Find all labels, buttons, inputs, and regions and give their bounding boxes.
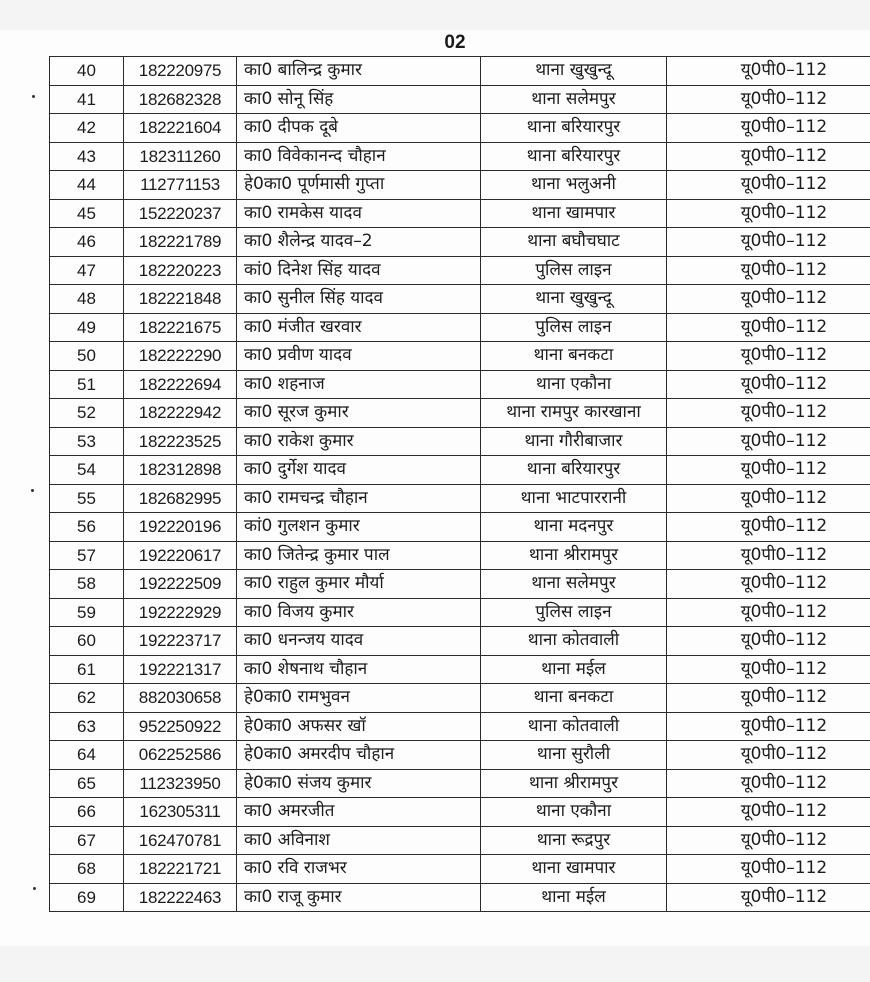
- current-posting-cell: थाना श्रीरामपुर: [481, 541, 667, 570]
- serial-number-cell: 69: [50, 883, 124, 912]
- name-cell: हे0का0 अफसर खॉ: [237, 712, 481, 741]
- current-posting-cell: थाना कोतवाली: [481, 712, 667, 741]
- table-row: [50, 456, 870, 485]
- table-row: [50, 598, 870, 627]
- pno-number-cell: 182221604: [124, 114, 237, 143]
- new-posting-cell: यू0पी0–112: [667, 513, 870, 542]
- table-row: [50, 769, 870, 798]
- new-posting-cell: यू0पी0–112: [667, 171, 870, 200]
- name-cell: का0 रामकेस यादव: [237, 199, 481, 228]
- current-posting-cell: पुलिस लाइन: [481, 313, 667, 342]
- serial-number-cell: 53: [50, 427, 124, 456]
- name-cell: का0 प्रवीण यादव: [237, 342, 481, 371]
- current-posting-cell: थाना खामपार: [481, 855, 667, 884]
- table-row: [50, 741, 870, 770]
- table-row: [50, 114, 870, 143]
- new-posting-cell: यू0पी0–112: [667, 655, 870, 684]
- serial-number-cell: 63: [50, 712, 124, 741]
- pno-number-cell: 182221848: [124, 285, 237, 314]
- current-posting-cell: थाना बघौचघाट: [481, 228, 667, 257]
- table-row: [50, 285, 870, 314]
- current-posting-cell: थाना मईल: [481, 655, 667, 684]
- new-posting-cell: यू0पी0–112: [667, 285, 870, 314]
- pno-number-cell: 182222694: [124, 370, 237, 399]
- current-posting-cell: थाना कोतवाली: [481, 627, 667, 656]
- current-posting-cell: थाना सुरौली: [481, 741, 667, 770]
- new-posting-cell: यू0पी0–112: [667, 598, 870, 627]
- table-row: [50, 627, 870, 656]
- current-posting-cell: थाना बरियारपुर: [481, 114, 667, 143]
- personnel-table: [49, 56, 870, 912]
- name-cell: का0 शहनाज: [237, 370, 481, 399]
- table-row: [50, 313, 870, 342]
- serial-number-cell: 65: [50, 769, 124, 798]
- pno-number-cell: 182222290: [124, 342, 237, 371]
- pno-number-cell: 182311260: [124, 142, 237, 171]
- new-posting-cell: यू0पी0–112: [667, 684, 870, 713]
- name-cell: हे0का0 संजय कुमार: [237, 769, 481, 798]
- serial-number-cell: 56: [50, 513, 124, 542]
- name-cell: हे0का0 पूर्णमासी गुप्ता: [237, 171, 481, 200]
- serial-number-cell: 58: [50, 570, 124, 599]
- serial-number-cell: 42: [50, 114, 124, 143]
- new-posting-cell: यू0पी0–112: [667, 712, 870, 741]
- current-posting-cell: थाना भलुअनी: [481, 171, 667, 200]
- new-posting-cell: यू0पी0–112: [667, 855, 870, 884]
- new-posting-cell: यू0पी0–112: [667, 741, 870, 770]
- serial-number-cell: 55: [50, 484, 124, 513]
- pno-number-cell: 182220223: [124, 256, 237, 285]
- serial-number-cell: 61: [50, 655, 124, 684]
- name-cell: का0 सुनील सिंह यादव: [237, 285, 481, 314]
- current-posting-cell: पुलिस लाइन: [481, 598, 667, 627]
- current-posting-cell: थाना रामपुर कारखाना: [481, 399, 667, 428]
- table-row: [50, 826, 870, 855]
- table-row: [50, 798, 870, 827]
- pno-number-cell: 192221317: [124, 655, 237, 684]
- serial-number-cell: 67: [50, 826, 124, 855]
- serial-number-cell: 40: [50, 57, 124, 86]
- pno-number-cell: 192220617: [124, 541, 237, 570]
- table-row: [50, 142, 870, 171]
- margin-mark: [33, 887, 36, 890]
- margin-mark: [32, 95, 35, 98]
- pno-number-cell: 162470781: [124, 826, 237, 855]
- serial-number-cell: 57: [50, 541, 124, 570]
- name-cell: का0 रवि राजभर: [237, 855, 481, 884]
- new-posting-cell: यू0पी0–112: [667, 342, 870, 371]
- name-cell: हे0का0 रामभुवन: [237, 684, 481, 713]
- table-row: [50, 541, 870, 570]
- new-posting-cell: यू0पी0–112: [667, 199, 870, 228]
- current-posting-cell: थाना सलेमपुर: [481, 570, 667, 599]
- serial-number-cell: 50: [50, 342, 124, 371]
- document-page: [0, 30, 870, 946]
- new-posting-cell: यू0पी0–112: [667, 114, 870, 143]
- name-cell: का0 दीपक दूबे: [237, 114, 481, 143]
- pno-number-cell: 192222509: [124, 570, 237, 599]
- new-posting-cell: यू0पी0–112: [667, 427, 870, 456]
- current-posting-cell: थाना बनकटा: [481, 684, 667, 713]
- pno-number-cell: 882030658: [124, 684, 237, 713]
- pno-number-cell: 182312898: [124, 456, 237, 485]
- table-row: [50, 228, 870, 257]
- pno-number-cell: 182221721: [124, 855, 237, 884]
- pno-number-cell: 182222463: [124, 883, 237, 912]
- new-posting-cell: यू0पी0–112: [667, 456, 870, 485]
- name-cell: का0 अविनाश: [237, 826, 481, 855]
- pno-number-cell: 192223717: [124, 627, 237, 656]
- new-posting-cell: यू0पी0–112: [667, 541, 870, 570]
- table-row: [50, 199, 870, 228]
- current-posting-cell: थाना सलेमपुर: [481, 85, 667, 114]
- current-posting-cell: थाना बरियारपुर: [481, 456, 667, 485]
- margin-mark: [31, 489, 34, 492]
- table-row: [50, 256, 870, 285]
- name-cell: का0 विजय कुमार: [237, 598, 481, 627]
- serial-number-cell: 68: [50, 855, 124, 884]
- new-posting-cell: यू0पी0–112: [667, 370, 870, 399]
- name-cell: हे0का0 अमरदीप चौहान: [237, 741, 481, 770]
- name-cell: का0 जितेन्द्र कुमार पाल: [237, 541, 481, 570]
- pno-number-cell: 182682995: [124, 484, 237, 513]
- name-cell: का0 मंजीत खरवार: [237, 313, 481, 342]
- new-posting-cell: यू0पी0–112: [667, 85, 870, 114]
- table-row: [50, 655, 870, 684]
- current-posting-cell: थाना एकौना: [481, 370, 667, 399]
- serial-number-cell: 51: [50, 370, 124, 399]
- name-cell: का0 बालिन्द्र कुमार: [237, 57, 481, 86]
- pno-number-cell: 112771153: [124, 171, 237, 200]
- pno-number-cell: 952250922: [124, 712, 237, 741]
- serial-number-cell: 62: [50, 684, 124, 713]
- name-cell: का0 राकेश कुमार: [237, 427, 481, 456]
- new-posting-cell: यू0पी0–112: [667, 883, 870, 912]
- name-cell: कां0 गुलशन कुमार: [237, 513, 481, 542]
- current-posting-cell: थाना मईल: [481, 883, 667, 912]
- personnel-table-body: [50, 57, 870, 912]
- name-cell: का0 शेषनाथ चौहान: [237, 655, 481, 684]
- pno-number-cell: 182223525: [124, 427, 237, 456]
- name-cell: का0 सूरज कुमार: [237, 399, 481, 428]
- name-cell: का0 धनन्जय यादव: [237, 627, 481, 656]
- table-row: [50, 855, 870, 884]
- name-cell: का0 अमरजीत: [237, 798, 481, 827]
- serial-number-cell: 49: [50, 313, 124, 342]
- new-posting-cell: यू0पी0–112: [667, 627, 870, 656]
- pno-number-cell: 112323950: [124, 769, 237, 798]
- current-posting-cell: थाना खुखुन्दू: [481, 57, 667, 86]
- pno-number-cell: 062252586: [124, 741, 237, 770]
- current-posting-cell: थाना एकौना: [481, 798, 667, 827]
- pno-number-cell: 182221675: [124, 313, 237, 342]
- current-posting-cell: थाना खामपार: [481, 199, 667, 228]
- table-row: [50, 513, 870, 542]
- table-row: [50, 342, 870, 371]
- current-posting-cell: थाना श्रीरामपुर: [481, 769, 667, 798]
- pno-number-cell: 152220237: [124, 199, 237, 228]
- current-posting-cell: थाना बनकटा: [481, 342, 667, 371]
- serial-number-cell: 59: [50, 598, 124, 627]
- pno-number-cell: 182222942: [124, 399, 237, 428]
- new-posting-cell: यू0पी0–112: [667, 57, 870, 86]
- name-cell: का0 रामचन्द्र चौहान: [237, 484, 481, 513]
- current-posting-cell: थाना गौरीबाजार: [481, 427, 667, 456]
- current-posting-cell: थाना बरियारपुर: [481, 142, 667, 171]
- serial-number-cell: 64: [50, 741, 124, 770]
- new-posting-cell: यू0पी0–112: [667, 798, 870, 827]
- serial-number-cell: 46: [50, 228, 124, 257]
- current-posting-cell: थाना भाटपाररानी: [481, 484, 667, 513]
- pno-number-cell: 182682328: [124, 85, 237, 114]
- table-row: [50, 684, 870, 713]
- table-row: [50, 484, 870, 513]
- current-posting-cell: थाना खुखुन्दू: [481, 285, 667, 314]
- name-cell: का0 राजू कुमार: [237, 883, 481, 912]
- serial-number-cell: 47: [50, 256, 124, 285]
- new-posting-cell: यू0पी0–112: [667, 256, 870, 285]
- serial-number-cell: 60: [50, 627, 124, 656]
- new-posting-cell: यू0पी0–112: [667, 826, 870, 855]
- serial-number-cell: 66: [50, 798, 124, 827]
- new-posting-cell: यू0पी0–112: [667, 228, 870, 257]
- current-posting-cell: थाना रूद्रपुर: [481, 826, 667, 855]
- table-row: [50, 370, 870, 399]
- serial-number-cell: 54: [50, 456, 124, 485]
- new-posting-cell: यू0पी0–112: [667, 399, 870, 428]
- new-posting-cell: यू0पी0–112: [667, 142, 870, 171]
- pno-number-cell: 182220975: [124, 57, 237, 86]
- name-cell: का0 शैलेन्द्र यादव–2: [237, 228, 481, 257]
- current-posting-cell: थाना मदनपुर: [481, 513, 667, 542]
- table-row: [50, 85, 870, 114]
- current-posting-cell: पुलिस लाइन: [481, 256, 667, 285]
- name-cell: कां0 दिनेश सिंह यादव: [237, 256, 481, 285]
- serial-number-cell: 41: [50, 85, 124, 114]
- name-cell: का0 दुर्गेश यादव: [237, 456, 481, 485]
- serial-number-cell: 44: [50, 171, 124, 200]
- serial-number-cell: 48: [50, 285, 124, 314]
- table-row: [50, 427, 870, 456]
- page-number: 02: [444, 32, 466, 53]
- table-row: [50, 399, 870, 428]
- pno-number-cell: 162305311: [124, 798, 237, 827]
- name-cell: का0 सोनू सिंह: [237, 85, 481, 114]
- serial-number-cell: 45: [50, 199, 124, 228]
- new-posting-cell: यू0पी0–112: [667, 570, 870, 599]
- name-cell: का0 विवेकानन्द चौहान: [237, 142, 481, 171]
- table-row: [50, 171, 870, 200]
- name-cell: का0 राहुल कुमार मौर्या: [237, 570, 481, 599]
- new-posting-cell: यू0पी0–112: [667, 313, 870, 342]
- new-posting-cell: यू0पी0–112: [667, 484, 870, 513]
- table-row: [50, 883, 870, 912]
- serial-number-cell: 43: [50, 142, 124, 171]
- table-row: [50, 712, 870, 741]
- new-posting-cell: यू0पी0–112: [667, 769, 870, 798]
- table-row: [50, 570, 870, 599]
- pno-number-cell: 192222929: [124, 598, 237, 627]
- table-row: [50, 57, 870, 86]
- pno-number-cell: 192220196: [124, 513, 237, 542]
- pno-number-cell: 182221789: [124, 228, 237, 257]
- serial-number-cell: 52: [50, 399, 124, 428]
